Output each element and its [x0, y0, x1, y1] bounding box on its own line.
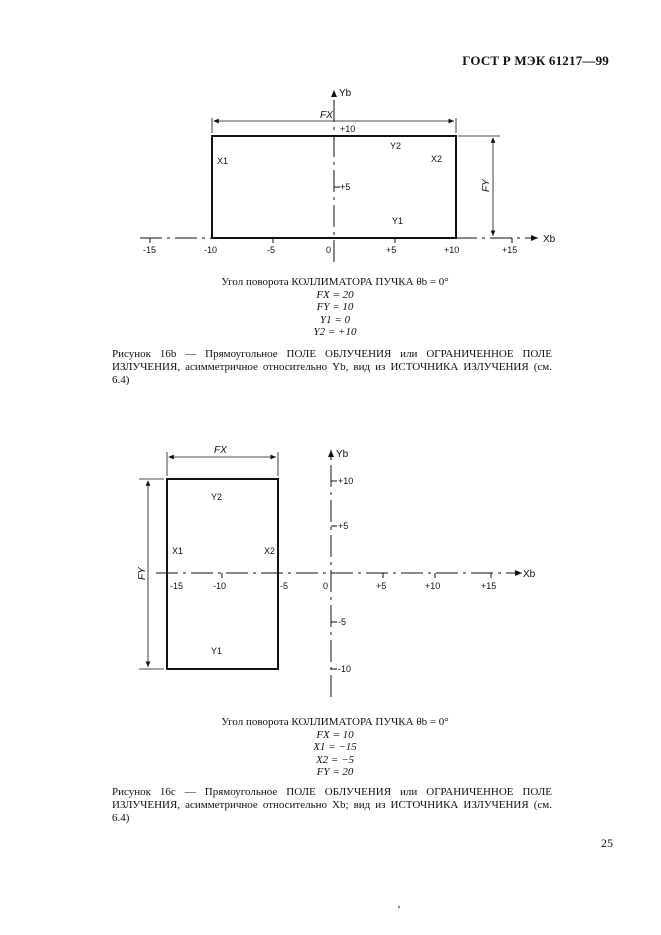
c-y-tick-m10: -10 [338, 664, 352, 674]
b-param-fx: FX = 20 [316, 288, 354, 301]
c-x-tick-5: +5 [376, 581, 387, 591]
b-y2-label: Y2 [390, 141, 402, 151]
c-param-fx: FX = 10 [316, 728, 354, 741]
c-y-axis-label: Yb [336, 449, 349, 460]
c-x-tick-10: +10 [425, 581, 441, 591]
b-param-fy: FY = 10 [316, 301, 354, 313]
b-param-y2: Y2 = +10 [313, 326, 357, 338]
document-header: ГОСТ Р МЭК 61217—99 [462, 53, 609, 68]
c-fx-label: FX [214, 445, 227, 456]
stray-mark: ‚ [397, 898, 401, 910]
c-x2-label: X2 [264, 546, 276, 556]
b-x-tick-15: +15 [502, 245, 518, 255]
b-params-intro: Угол поворота КОЛЛИМАТОРА ПУЧКА θb = 0° [221, 276, 449, 288]
b-fx-label: FX [320, 110, 333, 121]
c-params-intro: Угол поворота КОЛЛИМАТОРА ПУЧКА θb = 0° [221, 716, 449, 728]
c-x-tick-0: 0 [323, 581, 329, 591]
c-param-x1: X1 = −15 [313, 741, 357, 753]
c-y-tick-m5: -5 [338, 617, 347, 627]
page-number: 25 [601, 836, 613, 850]
b-y-tick-5: +5 [340, 182, 351, 192]
c-y-tick-10: +10 [338, 476, 354, 486]
c-x1-label: X1 [172, 546, 184, 556]
c-parameters [180, 716, 490, 779]
figure-16b-caption: Рисунок 16b — Прямоугольное ПОЛЕ ОБЛУЧЕНИЯ или ОГРАНИЧЕННОЕ ПОЛЕ ИЗЛУЧЕНИЯ, асимметричное относительно Yb, вид из ИСТОЧНИКА ИЗЛУЧЕНИЯ (см. 6.4) [112, 348, 552, 386]
c-x-tick-15: +15 [481, 581, 497, 591]
b-y1-label: Y1 [392, 216, 404, 226]
b-x-tick-0: 0 [326, 245, 332, 255]
c-x-tick-m5: -5 [280, 581, 289, 591]
b-x-axis-label: Xb [543, 234, 556, 245]
b-x-tick-5: +5 [386, 245, 397, 255]
c-x-axis-label: Xb [523, 569, 536, 580]
c-param-x2: X2 = −5 [315, 753, 355, 766]
c-x-tick-m10: -10 [213, 581, 227, 591]
c-fy-label: FY [137, 567, 148, 580]
c-y2-label: Y2 [211, 492, 223, 502]
c-y1-label: Y1 [211, 646, 223, 656]
b-x2-label: X2 [431, 154, 443, 164]
b-x1-label: X1 [217, 156, 229, 166]
b-x-tick-m15: -15 [143, 245, 157, 255]
b-x-tick-m10: -10 [204, 245, 218, 255]
b-param-y1: Y1 = 0 [319, 313, 351, 326]
figure-16c-caption: Рисунок 16c — Прямоугольное ПОЛЕ ОБЛУЧЕНИЯ или ОГРАНИЧЕННОЕ ПОЛЕ ИЗЛУЧЕНИЯ, асимметричное относительно Xb; вид из ИСТОЧНИКА ИЗЛУЧЕНИЯ (см. 6.4) [112, 786, 552, 824]
b-y-axis-label: Yb [339, 88, 352, 99]
b-y-tick-10: +10 [340, 124, 356, 134]
b-parameters [180, 276, 490, 339]
c-param-fy: FY = 20 [316, 766, 354, 778]
b-x-tick-m5: -5 [267, 245, 276, 255]
b-fy-label: FY [481, 179, 492, 192]
b-x-tick-10: +10 [444, 245, 460, 255]
c-y-tick-5: +5 [338, 521, 349, 531]
c-x-tick-m15: -15 [170, 581, 184, 591]
